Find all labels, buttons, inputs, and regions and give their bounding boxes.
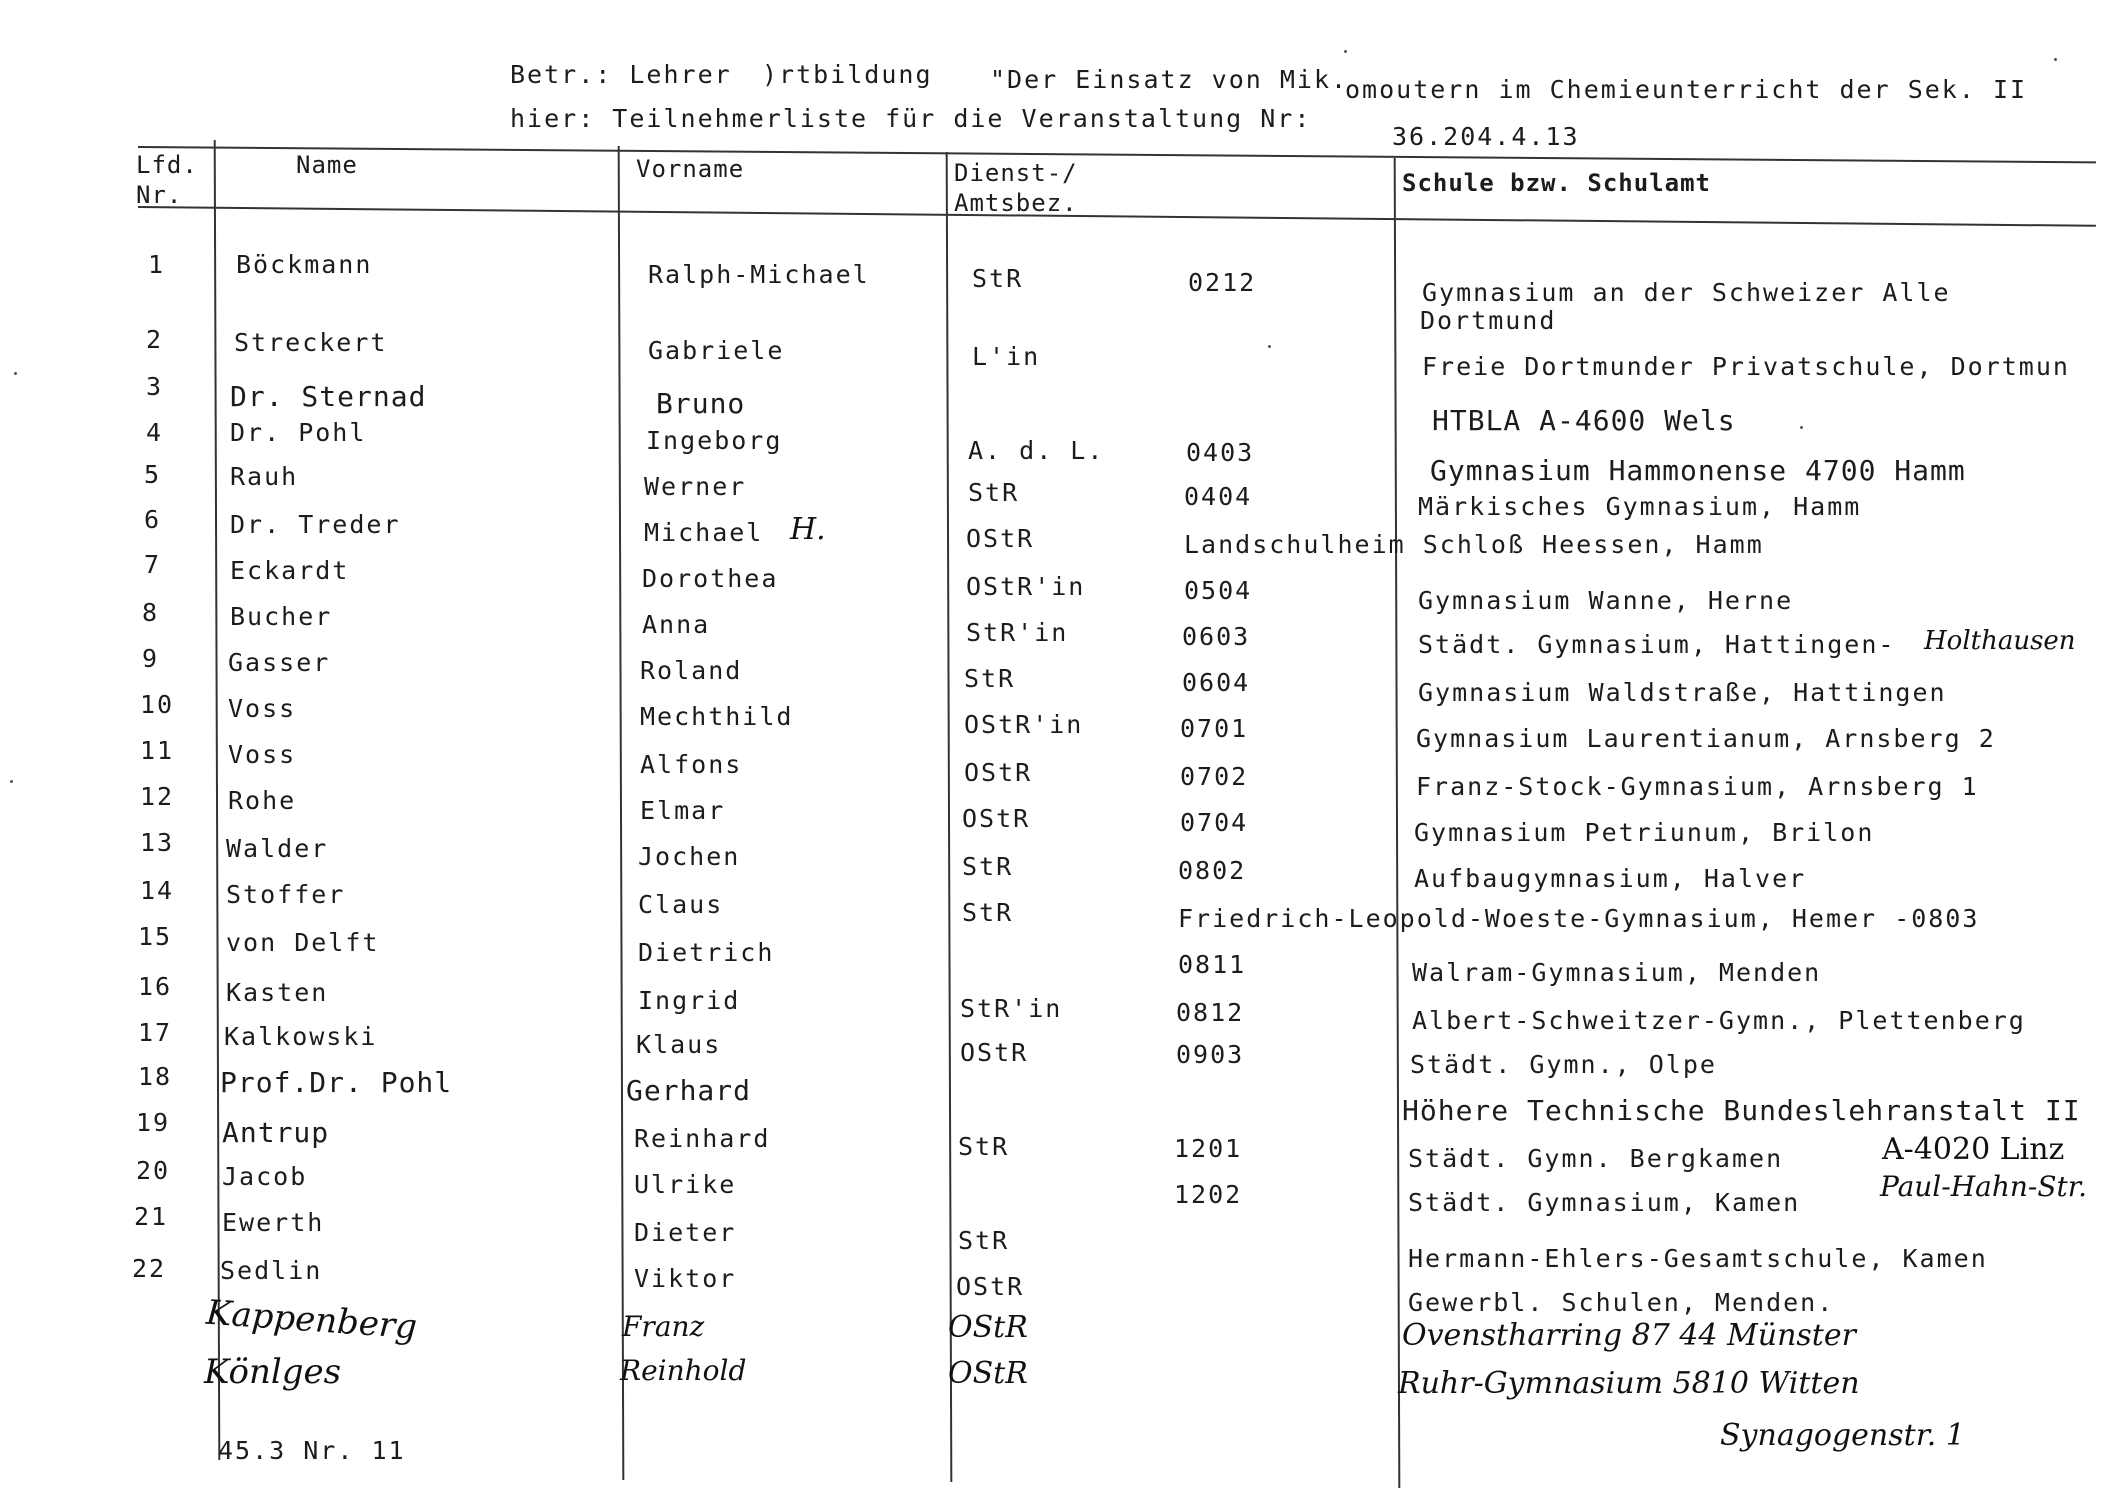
row-20-vorname: Ulrike	[634, 1170, 737, 1199]
row-7-name: Eckardt	[230, 556, 350, 585]
row-18-nr: 18	[138, 1062, 173, 1091]
row-1-schule: Gymnasium an der Schweizer Alle	[1422, 278, 1951, 307]
row-21-nr: 21	[134, 1202, 169, 1231]
row-15-code: 0811	[1178, 950, 1247, 979]
subject-title: "Der Einsatz von Mik.	[990, 65, 1349, 94]
row-16-name: Kasten	[226, 978, 329, 1007]
subject-prefix: Betr.: Lehrer	[510, 60, 732, 89]
row-20-nr: 20	[136, 1156, 171, 1185]
row-10-code: 0701	[1180, 714, 1249, 743]
subject-word: )rtbildung	[762, 60, 933, 89]
row-20-schule: Städt. Gymnasium, Kamen	[1408, 1188, 1801, 1217]
row-8-schule-handwritten: Holthausen	[1924, 626, 2076, 656]
row-23-name-handwritten: Kappenberg	[204, 1292, 419, 1348]
row-12-name: Rohe	[228, 786, 297, 815]
row-5-name: Rauh	[230, 462, 299, 491]
row-16-schule: Albert-Schweitzer-Gymn., Plettenberg	[1412, 1006, 2026, 1035]
row-24-vorname-handwritten: Reinhold	[620, 1354, 747, 1387]
row-2-vorname: Gabriele	[648, 336, 785, 365]
row-5-nr: 5	[144, 460, 162, 489]
row-22-nr: 22	[132, 1254, 167, 1283]
row-21-schule: Hermann-Ehlers-Gesamtschule, Kamen	[1408, 1244, 1988, 1273]
row-6-vorname: Michael	[644, 518, 764, 547]
row-6-nr: 6	[144, 505, 162, 534]
row-21-vorname: Dieter	[634, 1218, 737, 1247]
row-15-nr: 15	[138, 922, 173, 951]
row-16-dienst: StR'in	[960, 994, 1063, 1023]
row-12-code: 0704	[1180, 808, 1249, 837]
row-3-schule: HTBLA A-4600 Wels	[1432, 404, 1736, 437]
row-24-name-handwritten: Könlges	[204, 1352, 342, 1392]
row-8-nr: 8	[142, 598, 160, 627]
row-13-dienst: StR	[962, 852, 1014, 881]
row-12-vorname: Elmar	[640, 796, 726, 825]
row-1-code: 0212	[1188, 268, 1257, 297]
row-4-name: Dr. Pohl	[230, 418, 367, 447]
row-13-vorname: Jochen	[638, 842, 741, 871]
table-top-rule	[138, 146, 2096, 163]
row-14-nr: 14	[140, 876, 175, 905]
col-header-vorname: Vorname	[636, 155, 745, 183]
scan-speck	[10, 780, 13, 783]
row-3-name: Dr. Sternad	[230, 380, 427, 413]
row-16-nr: 16	[138, 972, 173, 1001]
row-17-code: 0903	[1176, 1040, 1245, 1069]
row-4-schule: Gymnasium Hammonense 4700 Hamm	[1430, 454, 1966, 487]
col-header-name: Name	[296, 151, 358, 179]
scan-speck	[1800, 426, 1803, 429]
scan-speck	[14, 372, 17, 375]
row-6-dienst: OStR	[966, 524, 1035, 553]
row-1-dienst: StR	[972, 264, 1024, 293]
row-23-dienst-handwritten: OStR	[948, 1310, 1028, 1345]
scan-speck	[1268, 345, 1271, 348]
row-6-name: Dr. Treder	[230, 510, 401, 539]
row-14-dienst: StR	[962, 898, 1014, 927]
row-9-vorname: Roland	[640, 656, 743, 685]
row-17-name: Kalkowski	[224, 1022, 378, 1051]
row-7-nr: 7	[144, 550, 162, 579]
row-1-name: Böckmann	[236, 250, 373, 279]
row-19-schule: Städt. Gymn. Bergkamen	[1408, 1144, 1784, 1173]
row-9-dienst: StR	[964, 664, 1016, 693]
row-17-nr: 17	[138, 1018, 173, 1047]
row-9-schule: Gymnasium Waldstraße, Hattingen	[1418, 678, 1947, 707]
row-15-schule: Walram-Gymnasium, Menden	[1412, 958, 1822, 987]
row-13-nr: 13	[140, 828, 175, 857]
row-9-nr: 9	[142, 644, 160, 673]
row-12-schule: Gymnasium Petriunum, Brilon	[1414, 818, 1875, 847]
row-8-dienst: StR'in	[966, 618, 1069, 647]
row-14-vorname: Claus	[638, 890, 724, 919]
row-5-dienst: StR	[968, 478, 1020, 507]
list-heading: hier: Teilnehmerliste für die Veranstaltung Nr:	[510, 104, 1312, 133]
row-4-nr: 4	[146, 418, 164, 447]
row-8-code: 0603	[1182, 622, 1251, 651]
row-24-schule-cont-handwritten: Synagogenstr. 1	[1720, 1418, 1965, 1453]
row-19-name: Antrup	[222, 1116, 330, 1149]
row-18-name: Prof.Dr. Pohl	[220, 1066, 453, 1099]
row-23-schule-handwritten: Ovenstharring 87 44 Münster	[1402, 1318, 1856, 1353]
footer-reference: 45.3 Nr. 11	[218, 1436, 406, 1465]
row-21-name: Ewerth	[222, 1208, 325, 1237]
row-23-vorname-handwritten: Franz	[622, 1310, 705, 1343]
row-6-code: Landschulheim Schloß Heessen, Hamm	[1184, 530, 1764, 559]
row-13-code: 0802	[1178, 856, 1247, 885]
col-header-lfd: Lfd. Nr.	[136, 151, 198, 209]
row-4-dienst: A. d. L.	[968, 436, 1105, 465]
col-divider-4	[1394, 158, 1401, 1488]
row-13-name: Walder	[226, 834, 329, 863]
row-11-nr: 11	[140, 736, 175, 765]
row-1-nr: 1	[148, 250, 166, 279]
row-9-name: Gasser	[228, 648, 331, 677]
row-21-dienst: StR	[958, 1226, 1010, 1255]
row-18-vorname: Gerhard	[626, 1074, 752, 1107]
event-number: 36.204.4.13	[1392, 122, 1580, 151]
subject-title-cont: omoutern im Chemieunterricht der Sek. II	[1345, 75, 2028, 104]
row-13-schule: Aufbaugymnasium, Halver	[1414, 864, 1807, 893]
row-19-code: 1201	[1174, 1134, 1243, 1163]
row-15-vorname: Dietrich	[638, 938, 775, 967]
row-20-name: Jacob	[222, 1162, 308, 1191]
col-header-dienst: Dienst-/ Amtsbez.	[954, 159, 1078, 217]
row-16-vorname: Ingrid	[638, 986, 741, 1015]
row-15-name: von Delft	[226, 928, 380, 957]
row-7-code: 0504	[1184, 576, 1253, 605]
row-10-nr: 10	[140, 690, 175, 719]
row-7-dienst: OStR'in	[966, 572, 1086, 601]
row-20-code: 1202	[1174, 1180, 1243, 1209]
row-5-vorname: Werner	[644, 472, 747, 501]
row-19-schule-handwritten: A-4020 Linz	[1882, 1132, 2065, 1167]
row-10-name: Voss	[228, 694, 297, 723]
row-20-schule-handwritten: Paul-Hahn-Str.	[1880, 1170, 2088, 1203]
row-18-schule: Höhere Technische Bundeslehranstalt II	[1402, 1094, 2081, 1127]
row-14-code: Friedrich-Leopold-Woeste-Gymnasium, Hemer -0803	[1178, 904, 1980, 933]
row-14-name: Stoffer	[226, 880, 346, 909]
row-9-code: 0604	[1182, 668, 1251, 697]
row-19-nr: 19	[136, 1108, 171, 1137]
row-3-vorname: Bruno	[656, 387, 746, 420]
col-header-schule: Schule bzw. Schulamt	[1402, 169, 1711, 197]
row-16-code: 0812	[1176, 998, 1245, 1027]
row-19-dienst: StR	[958, 1132, 1010, 1161]
row-6-vorname-handwritten: H.	[790, 512, 826, 547]
row-11-schule: Franz-Stock-Gymnasium, Arnsberg 1	[1416, 772, 1979, 801]
row-8-vorname: Anna	[642, 610, 711, 639]
row-1-schule-cont: Dortmund	[1420, 306, 1557, 335]
row-2-dienst: L'in	[972, 342, 1041, 371]
row-10-schule: Gymnasium Laurentianum, Arnsberg 2	[1416, 724, 1996, 753]
col-divider-3	[946, 152, 953, 1482]
row-22-schule: Gewerbl. Schulen, Menden.	[1408, 1288, 1835, 1317]
row-4-code: 0403	[1186, 438, 1255, 467]
row-22-name: Sedlin	[220, 1256, 323, 1285]
row-11-name: Voss	[228, 740, 297, 769]
table-header-rule	[138, 206, 2096, 227]
row-22-dienst: OStR	[956, 1272, 1025, 1301]
row-17-vorname: Klaus	[636, 1030, 722, 1059]
row-7-schule: Gymnasium Wanne, Herne	[1418, 586, 1794, 615]
row-10-vorname: Mechthild	[640, 702, 794, 731]
row-24-schule-handwritten: Ruhr-Gymnasium 5810 Witten	[1398, 1366, 1860, 1401]
row-2-schule: Freie Dortmunder Privatschule, Dortmun	[1422, 352, 2070, 381]
row-2-nr: 2	[146, 325, 164, 354]
row-8-schule: Städt. Gymnasium, Hattingen-	[1418, 630, 1896, 659]
row-19-vorname: Reinhard	[634, 1124, 771, 1153]
col-divider-2	[618, 146, 625, 1480]
scan-speck	[1344, 50, 1347, 53]
row-8-name: Bucher	[230, 602, 333, 631]
row-1-vorname: Ralph-Michael	[648, 260, 870, 289]
row-12-nr: 12	[140, 782, 175, 811]
row-17-schule: Städt. Gymn., Olpe	[1410, 1050, 1717, 1079]
row-11-vorname: Alfons	[640, 750, 743, 779]
row-24-dienst-handwritten: OStR	[948, 1356, 1028, 1391]
row-2-name: Streckert	[234, 328, 388, 357]
scan-speck	[2054, 58, 2057, 61]
row-22-vorname: Viktor	[634, 1264, 737, 1293]
row-4-vorname: Ingeborg	[646, 426, 783, 455]
row-12-dienst: OStR	[962, 804, 1031, 833]
row-10-dienst: OStR'in	[964, 710, 1084, 739]
row-17-dienst: OStR	[960, 1038, 1029, 1067]
row-7-vorname: Dorothea	[642, 564, 779, 593]
row-11-dienst: OStR	[964, 758, 1033, 787]
row-11-code: 0702	[1180, 762, 1249, 791]
row-5-code: 0404	[1184, 482, 1253, 511]
row-5-schule: Märkisches Gymnasium, Hamm	[1418, 492, 1862, 521]
row-3-nr: 3	[146, 372, 164, 401]
